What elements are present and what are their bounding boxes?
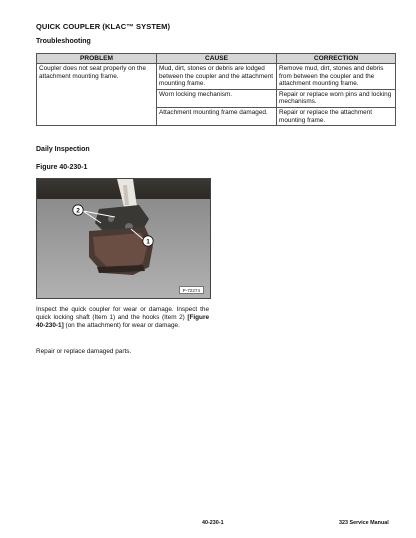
cause-cell: Attachment mounting frame damaged. — [157, 107, 277, 125]
page-number: 40-230-1 — [202, 520, 224, 526]
correction-cell: Remove mud, dirt, stones and debris from between the coupler and the attachment mounting frame. — [277, 64, 396, 90]
repair-paragraph: Repair or replace damaged parts. — [36, 348, 132, 355]
table-header-row — [37, 54, 396, 64]
problem-cell: Coupler does not seat properly on the attachment mounting frame. — [37, 64, 157, 126]
cause-cell: Mud, dirt, stones or debris are lodged between the coupler and the attachment mounting frame. — [157, 64, 277, 90]
image-code: P-72274 — [179, 286, 204, 294]
inspection-text-end: (on the attachment) for wear or damage. — [63, 322, 180, 329]
cause-cell: Worn locking mechanism. — [157, 89, 277, 107]
manual-name: 323 Service Manual — [339, 520, 389, 526]
page-title: QUICK COUPLER (KLAC™ SYSTEM) — [36, 22, 171, 31]
header-cause: CAUSE — [157, 54, 277, 64]
header-correction: CORRECTION — [277, 54, 396, 64]
figure-label: Figure 40-230-1 — [36, 164, 88, 171]
troubleshooting-heading: Troubleshooting — [36, 38, 91, 45]
figure-reference: [Figure 40-230-1] — [36, 314, 209, 329]
inspection-text-start: Inspect the quick coupler for wear or damage. Inspect the quick locking shaft (Item 1) and the hooks (Item 2) — [36, 306, 209, 321]
quick-coupler-photo — [36, 178, 211, 299]
correction-cell: Repair or replace the attachment mounting frame. — [277, 107, 396, 125]
daily-inspection-heading: Daily Inspection — [36, 146, 90, 153]
table-row — [37, 64, 396, 90]
header-problem: PROBLEM — [37, 54, 157, 64]
troubleshooting-table — [36, 53, 396, 126]
callout-2: 2 — [76, 207, 80, 215]
callout-1: 1 — [146, 238, 150, 246]
inspection-paragraph — [36, 306, 209, 330]
correction-cell: Repair or replace worn pins and locking mechanisms. — [277, 89, 396, 107]
photo-illustration — [37, 179, 210, 298]
